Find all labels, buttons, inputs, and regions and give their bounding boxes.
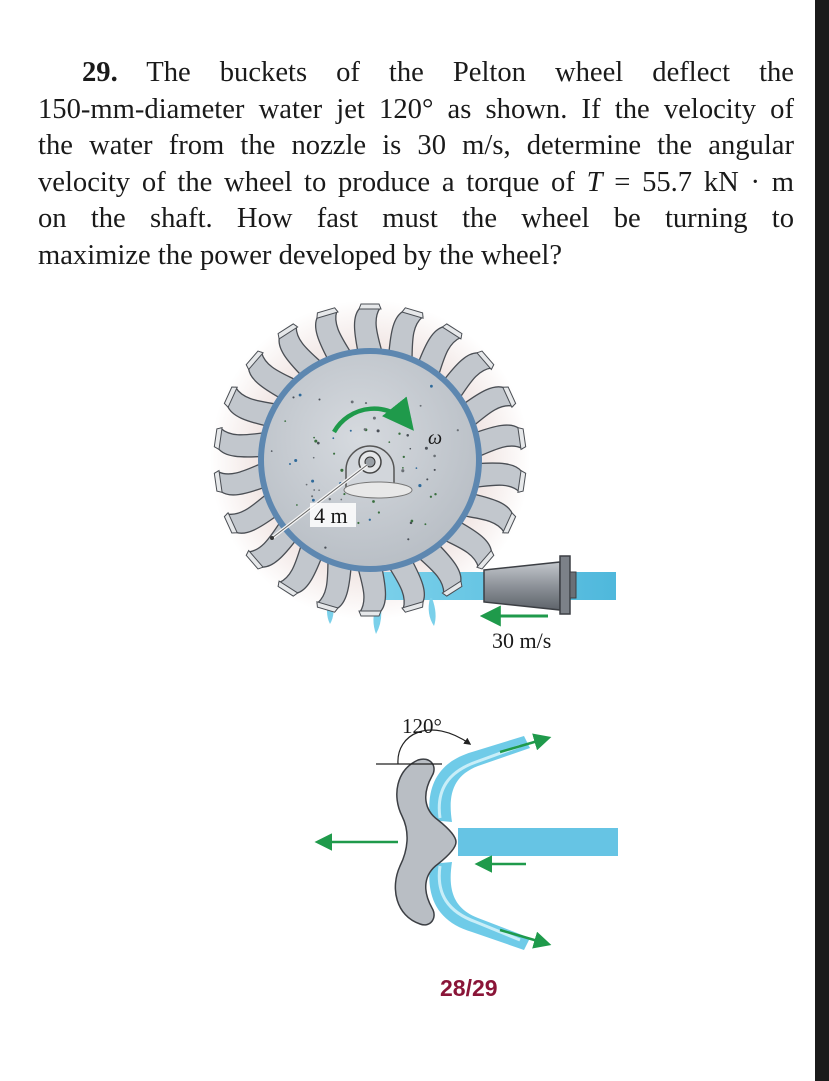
disc-speckle: [318, 489, 320, 491]
omega-label: ω: [428, 427, 443, 449]
disc-speckle: [284, 420, 286, 422]
disc-speckle: [271, 450, 273, 452]
disc-speckle: [377, 429, 380, 432]
disc-speckle: [401, 469, 404, 472]
disc-speckle: [433, 455, 436, 458]
disc-speckle: [332, 437, 334, 439]
jet-velocity-label: 30 m/s: [492, 628, 552, 653]
detail-incoming-jet: [458, 828, 618, 856]
wheel-bucket-lip: [359, 611, 381, 616]
disc-speckle: [409, 448, 411, 450]
radius-label: 4 m: [314, 503, 348, 528]
disc-speckle: [340, 499, 342, 501]
disc-speckle: [407, 538, 409, 540]
problem-line-4-pre: velocity of the wheel to produce a torque of: [38, 166, 587, 198]
disc-speckle: [430, 496, 432, 498]
problem-line-3: the water from the nozzle is 30 m/s, determine the angular: [38, 130, 794, 162]
disc-speckle: [420, 405, 422, 407]
disc-speckle: [378, 511, 380, 513]
disc-speckle: [403, 456, 405, 458]
torque-symbol: T: [586, 166, 603, 198]
disc-speckle: [329, 498, 331, 500]
disc-speckle: [306, 484, 308, 486]
disc-speckle: [424, 523, 426, 525]
problem-line-5: on the shaft. How fast must the wheel be turning to: [38, 203, 794, 235]
disc-speckle: [402, 467, 404, 469]
disc-speckle: [400, 403, 403, 406]
disc-speckle: [398, 433, 400, 435]
disc-speckle: [365, 402, 367, 404]
wheel-bucket-lip: [359, 304, 381, 309]
problem-line-2: 150-mm-diameter water jet 120° as shown. If the velocity of: [38, 93, 794, 125]
disc-speckle: [317, 442, 320, 445]
disc-speckle: [312, 499, 315, 502]
disc-speckle: [314, 440, 317, 443]
disc-speckle: [411, 520, 414, 523]
disc-speckle: [357, 522, 359, 524]
disc-speckle: [340, 469, 343, 472]
disc-speckle: [434, 493, 436, 495]
angle-label: 120°: [402, 714, 442, 738]
disc-speckle: [318, 398, 320, 400]
disc-speckle: [372, 500, 375, 503]
disc-speckle: [313, 457, 315, 459]
disc-speckle: [333, 453, 335, 455]
disc-speckle: [343, 493, 345, 495]
radius-dimension-end: [270, 536, 274, 540]
disc-speckle: [364, 428, 367, 431]
disc-speckle: [311, 495, 313, 497]
page-number: 28/29: [440, 975, 498, 1001]
problem-line-4-post: = 55.7 kN · m: [602, 166, 794, 198]
disc-speckle: [324, 546, 326, 548]
disc-speckle: [351, 400, 354, 403]
nozzle-flange-cap: [570, 572, 576, 598]
disc-speckle: [373, 417, 376, 420]
disc-speckle: [434, 469, 436, 471]
disc-speckle: [313, 489, 315, 491]
problem-line-6: maximize the power developed by the wheel?: [38, 239, 563, 271]
disc-speckle: [457, 429, 459, 431]
disc-speckle: [426, 478, 428, 480]
disc-speckle: [292, 396, 294, 398]
disc-speckle: [418, 484, 421, 487]
disc-speckle: [406, 434, 409, 437]
disc-speckle: [294, 459, 297, 462]
nozzle-body: [484, 562, 560, 610]
disc-speckle: [313, 437, 315, 439]
disc-speckle: [350, 430, 352, 432]
disc-speckle: [369, 519, 371, 521]
disc-speckle: [299, 394, 302, 397]
problem-number: 29.: [82, 57, 118, 88]
nozzle-flange: [560, 556, 570, 614]
disc-speckle: [296, 504, 298, 506]
disc-speckle: [416, 467, 418, 469]
disc-speckle: [388, 441, 390, 443]
disc-speckle: [430, 385, 433, 388]
disc-speckle: [409, 417, 412, 420]
disc-speckle: [311, 480, 314, 483]
hub-base: [344, 482, 412, 498]
problem-line-1-text: The buckets of the Pelton wheel deflect the: [146, 57, 795, 88]
disc-speckle: [289, 463, 291, 465]
